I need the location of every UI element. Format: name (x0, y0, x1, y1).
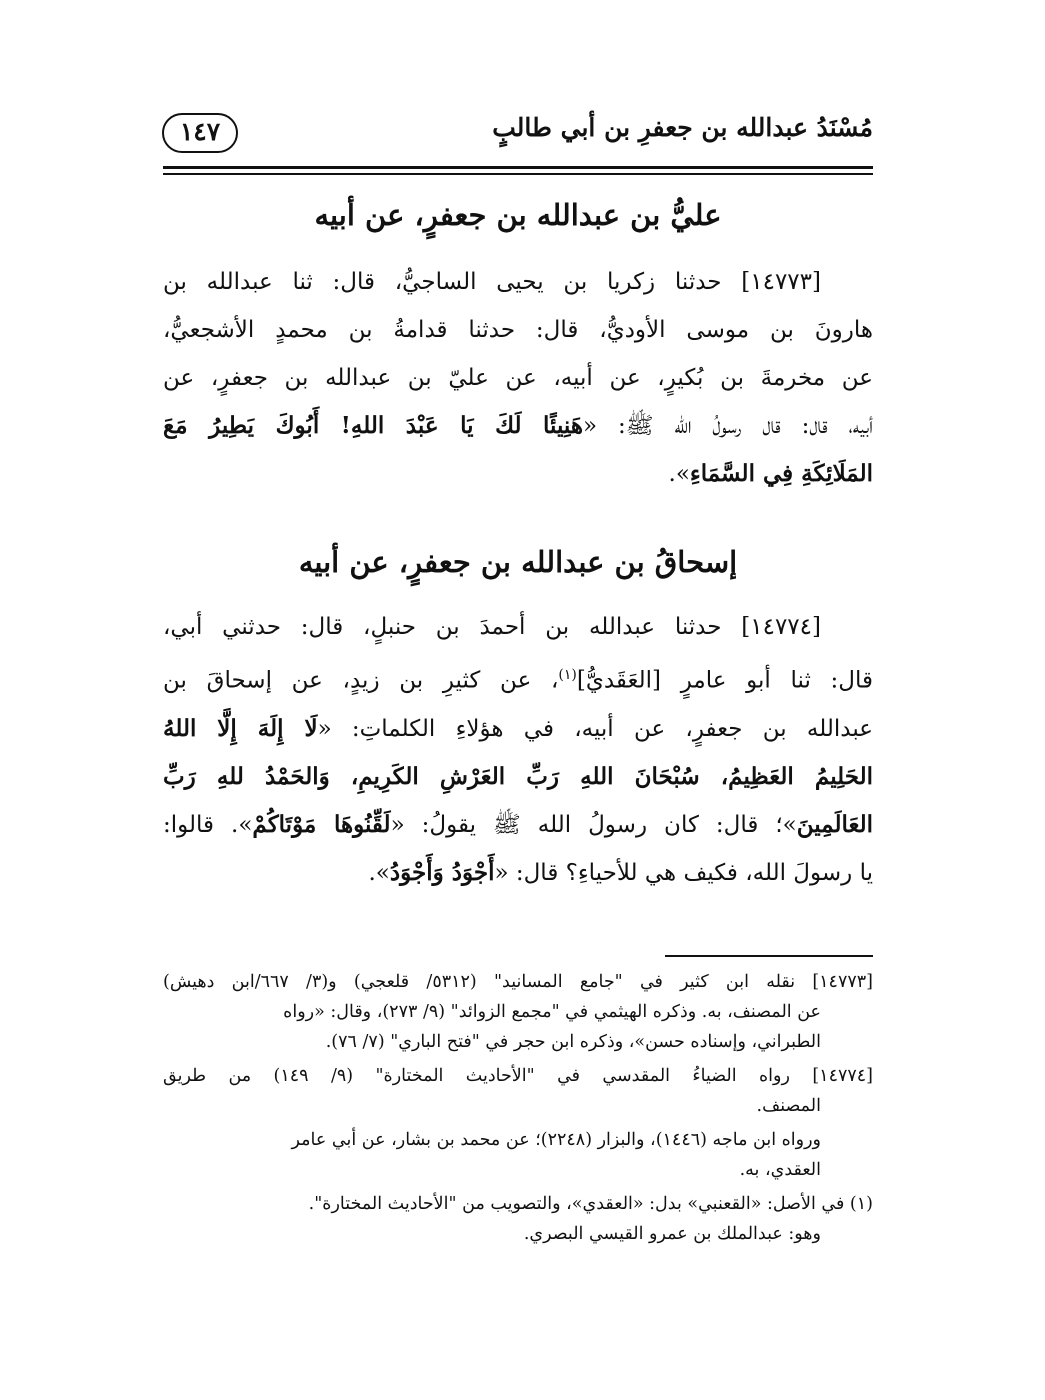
running-header-title: مُسْنَدُ عبدالله بن جعفرِ بن أبي طالبٍ (492, 113, 873, 142)
text-segment: ». (668, 461, 690, 487)
text-line: [١٤٧٧٣] حدثنا زكريا بن يحيى الساجيُّ، قال: ثنا عبدالله بن (163, 269, 821, 295)
text-segment: ». (368, 859, 390, 886)
text-segment: عبدالله بن جعفرٍ، عن أبيه، في هؤلاءِ الكلماتِ: « (317, 715, 873, 742)
header-rule-thin (163, 173, 873, 175)
footnote-line: ورواه ابن ماجه (١٤٤٦)، والبزار (٢٢٤٨)؛ عن محمد بن بشار، عن أبي عامر (291, 1130, 821, 1150)
text-segment: ، عن كثيرِ بن زيدٍ، عن إسحاقَ بن (163, 667, 559, 694)
text-line: هارونَ بن موسى الأوديُّ، قال: حدثنا قدامةُ بن محمدٍ الأشجعيُّ، (163, 317, 873, 343)
hadith-quote: أَجْوَدُ وَأَجْوَدُ (389, 858, 495, 886)
hadith-text (163, 603, 873, 897)
hadith-quote: المَلَائِكَةِ فِي السَّمَاءِ (689, 460, 873, 487)
hadith-quote-line: الحَلِيمُ العَظِيمُ، سُبْحَانَ اللهِ رَبِّ العَرْشِ الكَرِيمِ، وَالحَمْدُ للهِ رَبِّ (163, 762, 873, 790)
text-line: [١٤٧٧٤] حدثنا عبدالله بن أحمدَ بن حنبلٍ، قال: حدثني أبي، (163, 614, 821, 640)
hadith-quote: لَا إِلَهَ إِلَّا اللهُ (163, 714, 318, 742)
text-segment: أبيه، قال: قال رسولُ الله ﷺ: « (583, 413, 874, 439)
hadith-quote: العَالَمِينَ (796, 810, 873, 838)
footnote-ref[interactable]: (١) (558, 667, 577, 683)
footnote-line: (١) في الأصل: «القعنبي» بدل: «العقدي»، والتصويب من "الأحاديث المختارة". (308, 1194, 873, 1214)
text-line (163, 651, 873, 705)
footnote (163, 1061, 873, 1121)
footnote-line: [١٤٧٧٣] نقله ابن كثير في "جامع المسانيد" (٥٣١٢/ قلعجي) و(٣/ ٦٦٧/ابن دهيش) (163, 972, 873, 992)
hadith-quote: هَنِيئًا لَكَ يَا عَبْدَ اللهِ! أَبُوكَ يَطِيرُ مَعَ (163, 412, 584, 439)
hadith-text (163, 258, 873, 498)
text-segment: يا رسولَ الله، فكيف هي للأحياءِ؟ قال: « (494, 859, 873, 886)
footnote-separator (665, 955, 873, 957)
text-line: عن مخرمةَ بن بُكيرٍ، عن أبيه، عن عليّ بن عبدالله بن جعفرٍ، عن (163, 365, 873, 391)
section-title: عليُّ بن عبدالله بن جعفرٍ، عن أبيه (314, 198, 722, 232)
footnote-line: [١٤٧٧٤] رواه الضياءُ المقدسي في "الأحاديث المختارة" (٩/ ١٤٩) من طريق (163, 1066, 873, 1086)
text-segment: »؛ قال: كان رسولُ الله ﷺ يقولُ: « (390, 811, 797, 838)
text-segment: قال: ثنا أبو عامرٍ [العَقَديُّ] (576, 667, 873, 694)
text-line (163, 450, 873, 498)
footnote-line: المصنف. (756, 1096, 821, 1116)
hadith-quote: لَقِّنُوهَا مَوْتَاكُمْ (252, 810, 391, 838)
text-line (163, 801, 873, 849)
footnote-line: العقدي، به. (739, 1160, 821, 1180)
page-number-badge: ١٤٧ (162, 113, 238, 153)
footnote (163, 967, 873, 1057)
section-title: إسحاقُ بن عبدالله بن جعفرٍ، عن أبيه (298, 545, 738, 579)
text-line (163, 402, 873, 450)
footnote-line: عن المصنف، به. وذكره الهيثمي في "مجمع الزوائد" (٩/ ٢٧٣)، وقال: «رواه (283, 1002, 821, 1022)
header-rule-thick (163, 166, 873, 169)
footnote-line: الطبراني، وإسناده حسن»، وذكره ابن حجر في "فتح الباري" (٧/ ٧٦). (325, 1032, 821, 1052)
text-line (163, 849, 873, 897)
footnote (163, 1189, 873, 1249)
text-line (163, 705, 873, 753)
footnote (163, 1125, 873, 1185)
footnotes (163, 967, 873, 1253)
text-segment: ». قالوا: (163, 811, 253, 838)
footnote-line: وهو: عبدالملك بن عمرو القيسي البصري. (523, 1224, 821, 1244)
